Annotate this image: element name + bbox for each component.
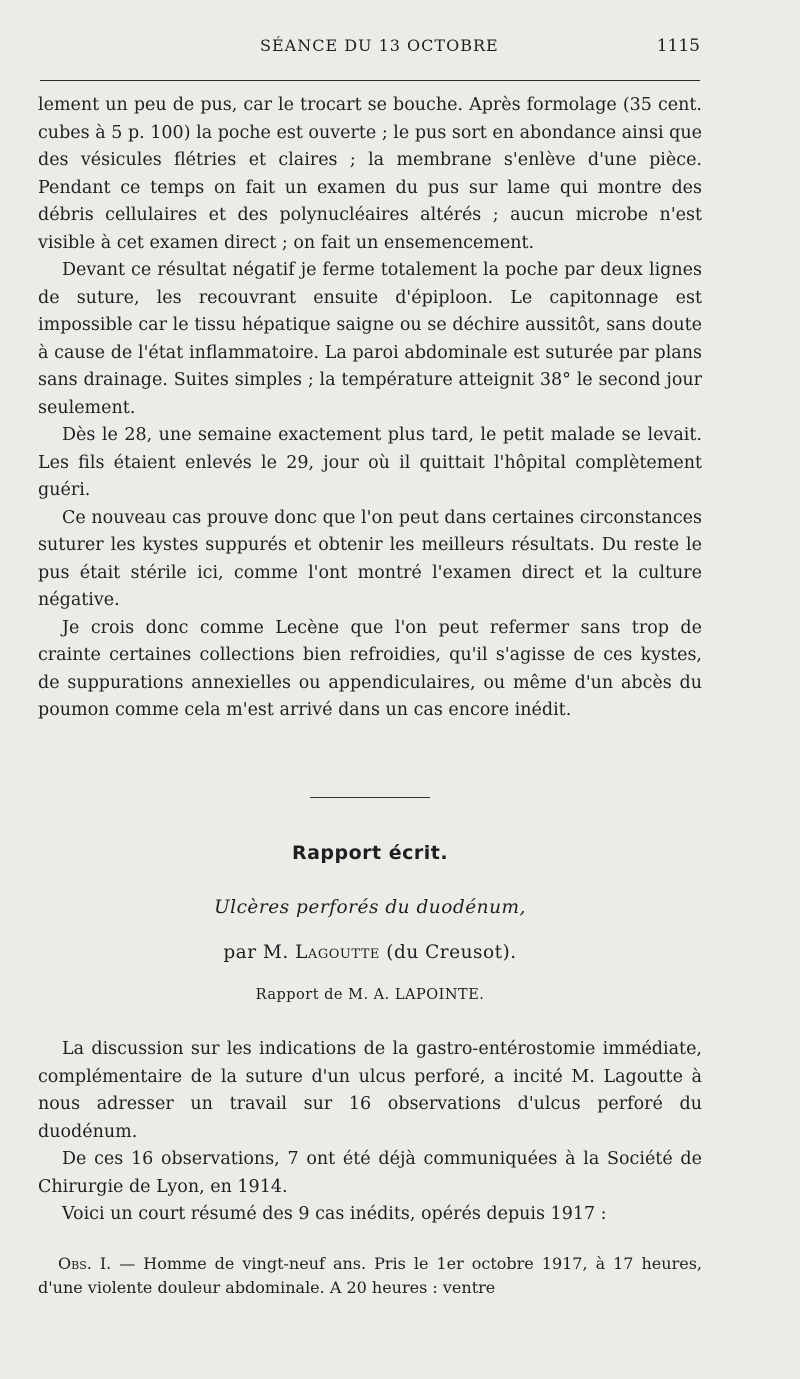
paragraph: De ces 16 observations, 7 ont été déjà communiquées à la Société de Chirurgie de Lyon, en 1914.: [38, 1149, 702, 1197]
observation-label: Obs. I.: [58, 1254, 112, 1273]
article-title: Ulcères perforés du duodénum,: [214, 897, 526, 918]
page-number: 1115: [656, 36, 700, 56]
observation-paragraph: [38, 1252, 702, 1300]
section-separator: [310, 797, 430, 798]
author-suffix: (du Creusot).: [379, 942, 517, 963]
paragraph: Ce nouveau cas prouve donc que l'on peut dans certaines circonstances suturer les kystes suppurés et obtenir les meilleurs résultats. Du reste le pus était stérile ici, comme l'ont montré l'examen direct et la culture négative.: [38, 507, 702, 610]
report-by: Rapport de M. A. LAPOINTE.: [255, 987, 485, 1003]
paragraph: Devant ce résultat négatif je ferme totalement la poche par deux lignes de suture, les recouvrant ensuite d'épiploon. Le capitonnage est impossible car le tissu hépatique saigne ou se déchire aussitôt, sans doute à cause de l'état inflammatoire. La paroi abdominale est suturée par plans sans drainage. Suites simples ; la température atteignit 38° le second jour seulement.: [38, 260, 702, 418]
paragraph: lement un peu de pus, car le trocart se bouche. Après formolage (35 cent. cubes à 5 p. 100) la poche est ouverte ; le pus sort en abondance ainsi que des vésicules flétries et claires ; la membrane s'enlève d'une pièce. Pendant ce temps on fait un examen du pus sur lame qui montre des débris cellulaires et des polynucléaires altérés ; aucun microbe n'est visible à cet examen direct ; on fait un ensemencement.: [38, 95, 702, 253]
paragraph: Dès le 28, une semaine exactement plus tard, le petit malade se levait. Les fils étaient enlevés le 29, jour où il quittait l'hôpital complètement guéri.: [38, 425, 702, 500]
author-prefix: par M.: [223, 942, 296, 963]
paragraph: Je crois donc comme Lecène que l'on peut refermer sans trop de crainte certaines collections bien refroidies, qu'il s'agisse de ces kystes, de suppurations annexielles ou appendiculaires, ou même d'un abcès du poumon comme cela m'est arrivé dans un cas encore inédit.: [38, 617, 702, 720]
paragraph: La discussion sur les indications de la gastro-entérostomie immédiate, complémentaire de la suture d'un ulcus perforé, a incité M. Lagoutte à nous adresser un travail sur 16 observations d'ulcus perforé du duodénum.: [38, 1039, 702, 1142]
running-title: SÉANCE DU 13 OCTOBRE: [260, 36, 499, 55]
section-heading: Rapport écrit.: [291, 842, 449, 864]
observation-text: — Homme de vingt-neuf ans. Pris le 1er octobre 1917, à 17 heures, d'une violente douleur abdominale. A 20 heures : ventre: [38, 1254, 702, 1297]
page-header: [40, 36, 700, 62]
header-rule: [40, 80, 700, 81]
observation-block: [38, 1252, 702, 1300]
continued-article-text: [38, 92, 702, 725]
paragraph: Voici un court résumé des 9 cas inédits, opérés depuis 1917 :: [62, 1204, 607, 1224]
author-name: Lagoutte: [295, 942, 380, 963]
article-author: [0, 942, 740, 963]
report-text: [38, 1036, 702, 1229]
